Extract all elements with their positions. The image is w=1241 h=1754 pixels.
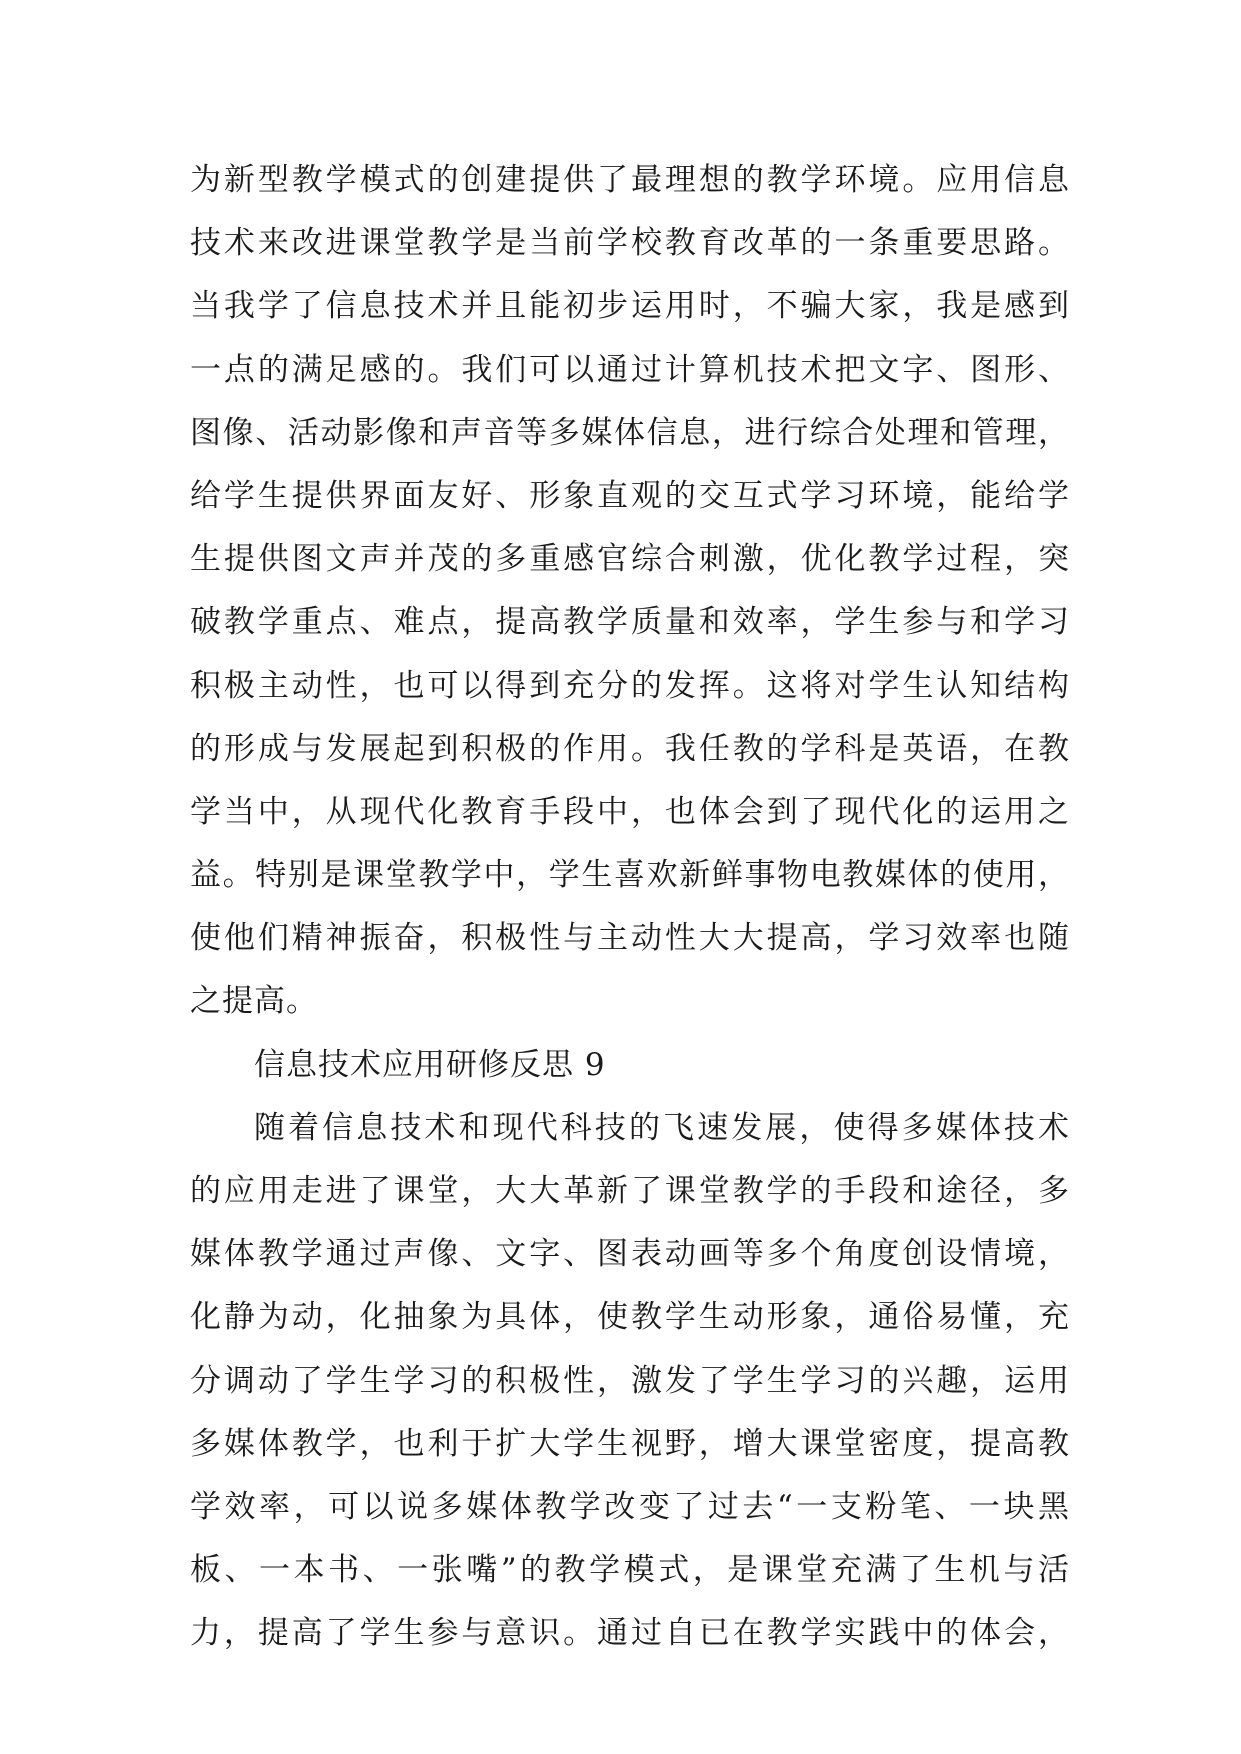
body-text [190, 160, 1070, 1677]
paragraph-line: 板、一本书、一张嘴”的教学模式，是课堂充满了生机与活 [190, 1552, 1070, 1589]
paragraph-line: 学效率，可以说多媒体教学改变了过去“一支粉笔、一块黑 [190, 1488, 1070, 1525]
paragraph-line: 技术来改进课堂教学是当前学校教育改革的一条重要思路。 [190, 225, 1070, 262]
paragraph-last-line: 之提高。 [190, 983, 318, 1020]
paragraph-line: 化静为动，化抽象为具体，使教学生动形象，通俗易懂，充 [190, 1299, 1070, 1336]
paragraph-line: 生提供图文声并茂的多重感官综合刺激，优化教学过程，突 [190, 541, 1070, 578]
paragraph-line: 力，提高了学生参与意识。通过自已在教学实践中的体会， [190, 1615, 1070, 1652]
paragraph-line: 积极主动性，也可以得到充分的发挥。这将对学生认知结构 [190, 667, 1070, 704]
paragraph-line: 媒体教学通过声像、文字、图表动画等多个角度创设情境， [190, 1236, 1070, 1273]
paragraph-first-line: 随着信息技术和现代科技的飞速发展，使得多媒体技术 [254, 1109, 1070, 1146]
paragraph-line: 当我学了信息技术并且能初步运用时，不骗大家，我是感到 [190, 288, 1070, 325]
paragraph-line: 破教学重点、难点，提高教学质量和效率，学生参与和学习 [190, 604, 1070, 641]
paragraph-line: 图像、活动影像和声音等多媒体信息，进行综合处理和管理， [190, 414, 1070, 451]
paragraph-line: 一点的满足感的。我们可以通过计算机技术把文字、图形、 [190, 351, 1070, 388]
paragraph-line: 分调动了学生学习的积极性，激发了学生学习的兴趣，运用 [190, 1362, 1070, 1399]
paragraph-line: 的应用走进了课堂，大大革新了课堂教学的手段和途径，多 [190, 1173, 1070, 1209]
paragraph-line: 益。特别是课堂教学中，学生喜欢新鲜事物电教媒体的使用， [190, 857, 1070, 894]
paragraph-line: 的形成与发展起到积极的作用。我任教的学科是英语，在教 [190, 730, 1070, 767]
paragraph-line: 多媒体教学，也利于扩大学生视野，增大课堂密度，提高教 [190, 1425, 1070, 1462]
section-heading: 信息技术应用研修反思 9 [254, 1046, 606, 1083]
paragraph-line: 给学生提供界面友好、形象直观的交互式学习环境，能给学 [190, 477, 1070, 514]
paragraph-line: 学当中，从现代化教育手段中，也体会到了现代化的运用之 [190, 793, 1070, 830]
paragraph-line: 为新型教学模式的创建提供了最理想的教学环境。应用信息 [190, 162, 1070, 198]
paragraph-line: 使他们精神振奋，积极性与主动性大大提高，学习效率也随 [190, 920, 1070, 957]
